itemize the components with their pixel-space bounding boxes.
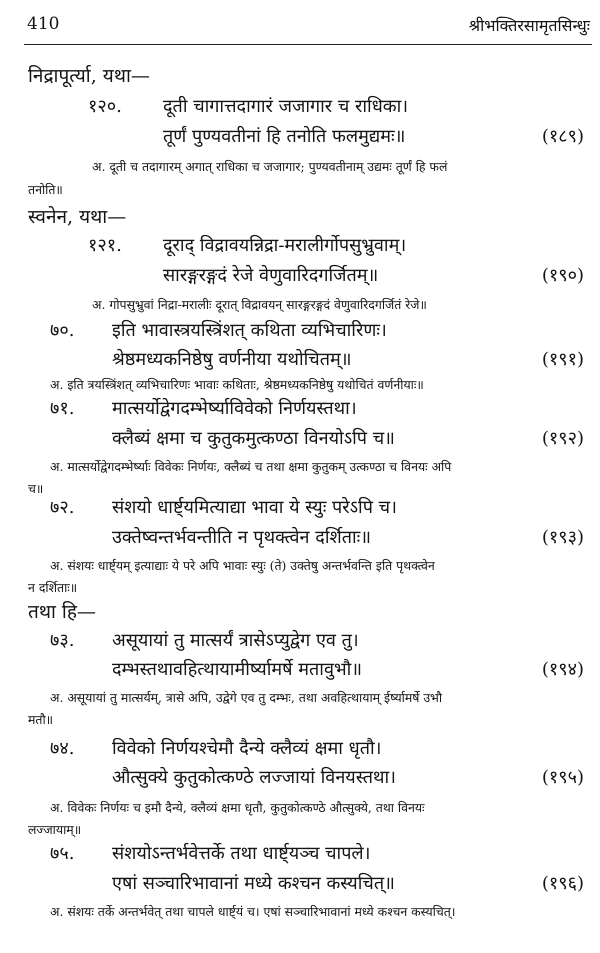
verse-line: असूयायां तु मात्सर्यं त्रासेऽप्युद्वेग एव तु। xyxy=(112,630,359,651)
verse-number: १२१. xyxy=(88,235,122,256)
verse-line: संशयोऽन्तर्भवेत्तर्के तथा धार्ष्ट्यञ्च चापले। xyxy=(112,843,371,864)
gloss-line: अ. इति त्रयस्त्रिंशत् व्यभिचारिणः भावाः कथिताः, श्रेष्ठमध्यकनिष्ठेषु यथोचितं वर्णनीयाः॥ xyxy=(50,377,424,392)
verse-line: सारङ्गरङ्गदं रेजे वेणुवारिदगर्जितम्॥ xyxy=(163,265,379,286)
gloss-line: अ. दूती च तदागारम् अगात् राधिका च जजागार; पुण्यवतीनाम् उद्यमः तूर्णं हि फलं xyxy=(92,159,448,174)
section-caption: निद्रापूर्त्या, यथा— xyxy=(28,65,150,87)
verse-line: श्रेष्ठमध्यकनिष्ठेषु वर्णनीया यथोचितम्॥ xyxy=(112,349,352,370)
sloka-number: (१९६) xyxy=(541,873,584,894)
verse-line: दूती चागात्तदागारं जजागार च राधिका। xyxy=(163,96,409,117)
verse-line: मात्सर्योद्वेगदम्भेर्ष्याविवेको निर्णयस्तथा। xyxy=(112,398,357,419)
gloss-line: लज्जायाम्॥ xyxy=(28,822,82,837)
page-number: 410 xyxy=(27,14,60,34)
sloka-number: (१९१) xyxy=(541,349,584,370)
running-title: श्रीभक्तिरसामृतसिन्धुः xyxy=(468,16,590,35)
verse-number: ७४. xyxy=(50,738,75,759)
verse-line: क्लैब्यं क्षमा च कुतुकमुत्कण्ठा विनयोऽपि च॥ xyxy=(112,428,395,449)
sloka-number: (१८९) xyxy=(541,126,584,147)
gloss-line: न दर्शिताः॥ xyxy=(28,580,78,595)
verse-line: तूर्णं पुण्यवतीनां हि तनोति फलमुद्यमः॥ xyxy=(163,126,406,147)
gloss-line: अ. असूयायां तु मात्सर्यम्, त्रासे अपि, उद्वेगे एव तु दम्भः, तथा अवहित्थायाम् ईर्ष्यामर्षे उभौ xyxy=(50,690,443,705)
gloss-line: अ. मात्सर्योद्वेगदम्भेर्ष्याः विवेकः निर्णयः, क्लैब्यं च तथा क्षमा कुतुकम् उत्कण्ठा च विनयः अपि xyxy=(50,459,452,474)
verse-line: एषां सञ्चारिभावानां मध्ये कश्चन कस्यचित्॥ xyxy=(112,873,395,894)
verse-number: ७२. xyxy=(50,497,75,518)
verse-number: ७१. xyxy=(50,398,75,419)
sloka-number: (१९२) xyxy=(541,428,584,449)
section-caption: स्वनेन, यथा— xyxy=(28,206,127,228)
verse-number: ७०. xyxy=(50,320,75,341)
verse-line: इति भावास्त्रयस्त्रिंशत् कथिता व्यभिचारिणः। xyxy=(112,320,387,341)
gloss-line: अ. संशयः धार्ष्ट्यम् इत्याद्याः ये परे अपि भावाः स्युः (ते) उक्तेषु अन्तर्भवन्ति इति पृथक्त्वेन xyxy=(50,558,435,573)
verse-number: ७५. xyxy=(50,843,75,864)
gloss-line: अ. विवेकः निर्णयः च इमौ दैन्ये, क्लैव्यं क्षमा धृतौ, कुतुकोत्कण्ठे औत्सुक्ये, तथा विनयः xyxy=(50,800,425,815)
gloss-line: तनोति॥ xyxy=(28,182,63,197)
section-caption: तथा हि— xyxy=(28,601,96,623)
sloka-number: (१९०) xyxy=(541,265,584,286)
sloka-number: (१९३) xyxy=(541,527,584,548)
gloss-line: अ. संशयः तर्के अन्तर्भवेत् तथा चापले धार्ष्ट्यं च। एषां सञ्चारिभावानां मध्ये कश्चन कस्यचित्। xyxy=(50,904,456,919)
verse-line: उक्तेष्वन्तर्भवन्तीति न पृथक्त्वेन दर्शिताः॥ xyxy=(112,527,372,548)
verse-line: दूराद् विद्रावयन्निद्रा-मरालीर्गोपसुभ्रुवाम्। xyxy=(163,235,407,256)
page-header xyxy=(0,0,600,42)
verse-number: १२०. xyxy=(88,96,122,117)
sloka-number: (१९४) xyxy=(541,659,584,680)
verse-line: संशयो धार्ष्ट्यमित्याद्या भावा ये स्युः परेऽपि च। xyxy=(112,497,397,518)
verse-line: दम्भस्तथावहित्थायामीर्ष्यामर्षे मतावुभौ॥ xyxy=(112,659,363,680)
verse-line: विवेको निर्णयश्चेमौ दैन्ये क्लैव्यं क्षमा धृतौ। xyxy=(112,738,382,759)
header-rule xyxy=(24,44,592,45)
gloss-line: अ. गोपसुभ्रुवां निद्रा-मरालीः दूरात् विद्रावयन् सारङ्गरङ्गदं वेणुवारिदगर्जितं रेजे॥ xyxy=(92,297,427,312)
gloss-line: च॥ xyxy=(28,481,44,496)
gloss-line: मतौ॥ xyxy=(28,712,54,727)
sloka-number: (१९५) xyxy=(541,767,584,788)
verse-number: ७३. xyxy=(50,630,75,651)
verse-line: औत्सुक्ये कुतुकोत्कण्ठे लज्जायां विनयस्तथा। xyxy=(112,767,396,788)
